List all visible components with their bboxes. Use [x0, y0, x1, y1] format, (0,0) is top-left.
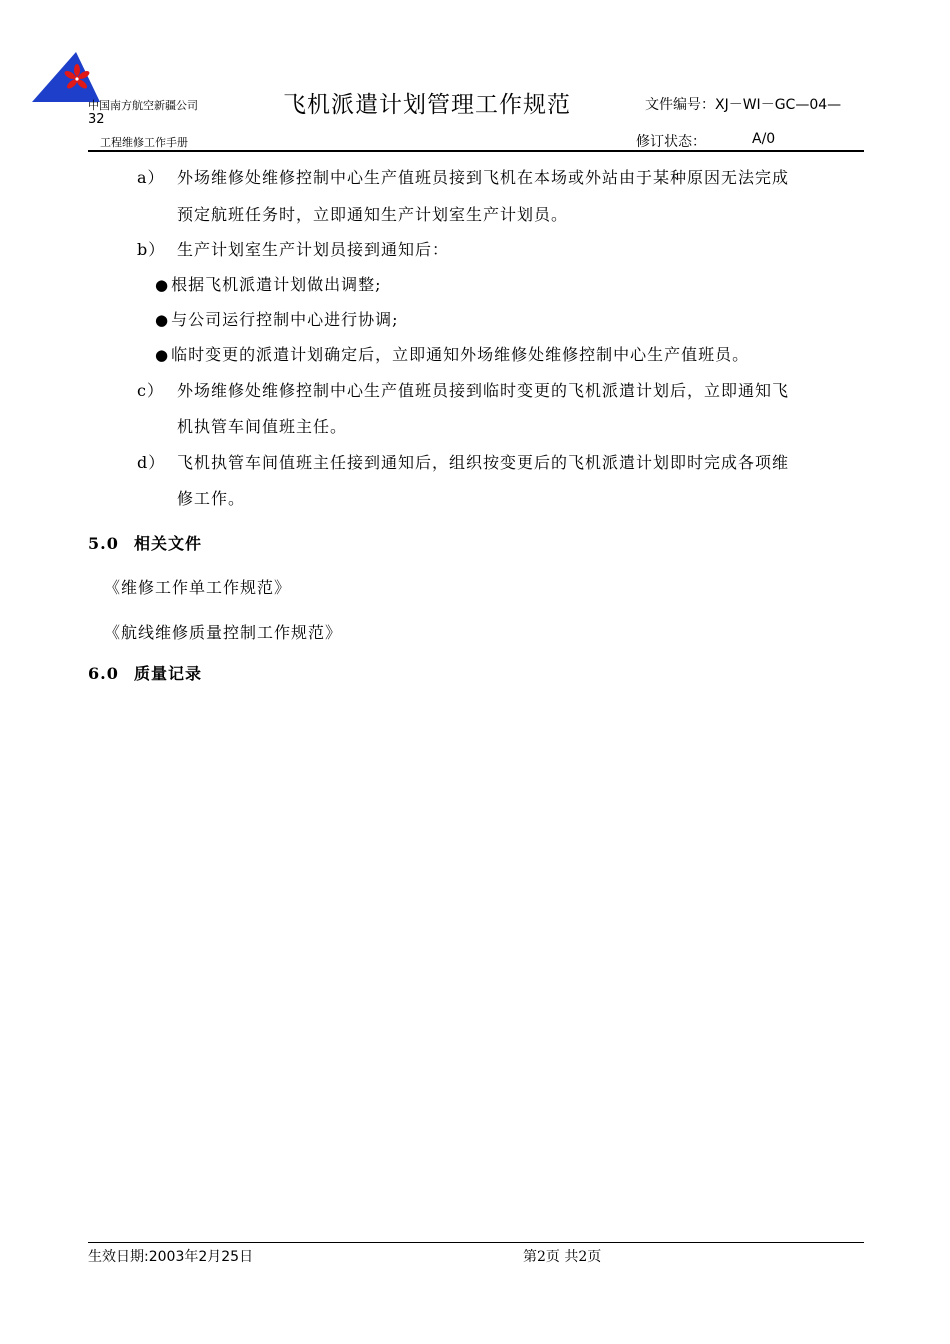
list-marker: a） [137, 168, 165, 187]
section-heading-related-docs [88, 531, 202, 554]
section-title: 质量记录 [134, 664, 203, 683]
revision-value: A/0 [752, 131, 776, 147]
bullet-dot-icon: ● [155, 276, 170, 294]
document-number: 文件编号：XJ－WI－GC—04— [645, 97, 842, 113]
section-title: 相关文件 [134, 534, 203, 553]
company-name: 中国南方航空新疆公司 [88, 99, 198, 112]
bullet-item [155, 307, 399, 330]
list-marker: d） [137, 453, 166, 472]
section-number: 6.0 [88, 664, 119, 683]
list-item-text: 外场维修处维修控制中心生产值班员接到飞机在本场或外站由于某种原因无法完成 [177, 168, 790, 187]
section-heading-quality-records [88, 661, 202, 684]
bullet-text: 与公司运行控制中心进行协调; [171, 310, 399, 329]
footer-rule [88, 1242, 864, 1243]
header-rule [88, 150, 864, 152]
bullet-dot-icon: ● [155, 311, 170, 329]
bullet-text: 根据飞机派遣计划做出调整; [171, 275, 382, 294]
list-item-text: 外场维修处维修控制中心生产值班员接到临时变更的飞机派遣计划后，立即通知飞 [177, 381, 790, 400]
manual-name: 工程维修工作手册 [100, 136, 188, 149]
effective-date: 生效日期:2003年2月25日 [88, 1249, 254, 1265]
list-item-text-continued: 修工作。 [177, 489, 246, 508]
related-doc-1: 《维修工作单工作规范》 [104, 578, 292, 597]
bullet-text: 临时变更的派遣计划确定后，立即通知外场维修处维修控制中心生产值班员。 [171, 345, 750, 364]
bullet-item [155, 342, 749, 365]
list-marker: c） [137, 381, 164, 400]
list-item-text-continued: 机执管车间值班主任。 [177, 417, 348, 436]
document-title: 飞机派遣计划管理工作规范 [283, 92, 571, 118]
related-doc-2: 《航线维修质量控制工作规范》 [104, 623, 343, 642]
list-item-text-continued: 预定航班任务时，立即通知生产计划室生产计划员。 [177, 205, 569, 224]
page-number: 第2页 共2页 [523, 1249, 602, 1265]
list-item-text: 生产计划室生产计划员接到通知后： [177, 240, 450, 259]
bullet-item [155, 272, 382, 295]
section-number: 5.0 [88, 534, 119, 553]
list-marker: b） [137, 240, 166, 259]
bullet-dot-icon: ● [155, 346, 170, 364]
revision-label: 修订状态： [636, 134, 706, 150]
list-item-text: 飞机执管车间值班主任接到通知后，组织按变更后的飞机派遣计划即时完成各项维 [177, 453, 790, 472]
company-suffix: 32 [88, 112, 105, 127]
